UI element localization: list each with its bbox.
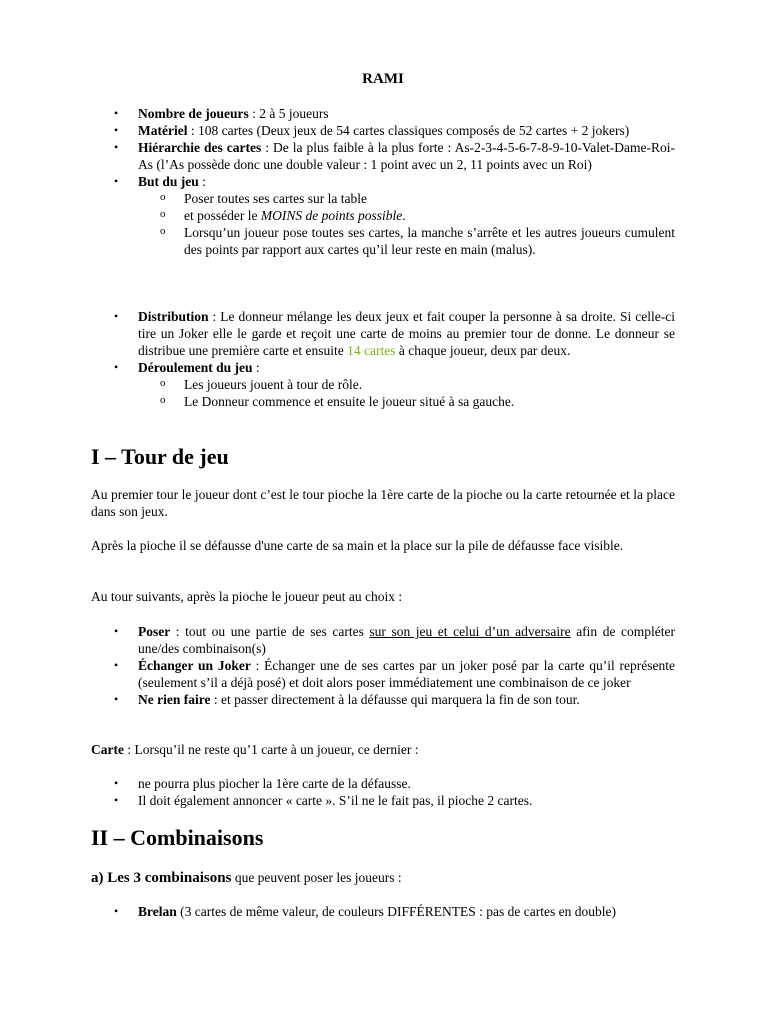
poser-underline: sur son jeu et celui d’un adversaire (369, 624, 571, 639)
deroulement-sublist (138, 376, 675, 410)
section-heading-combinaisons: II – Combinaisons (91, 825, 264, 850)
hierarchie-label: Hiérarchie des cartes (138, 140, 262, 155)
joueurs-label: Nombre de joueurs (138, 106, 249, 121)
deroulement-item-1: o Les joueurs jouent à tour de rôle. (138, 376, 675, 393)
but-sublist (138, 190, 675, 258)
choix-list (91, 623, 675, 708)
but-item-2 (138, 207, 675, 224)
poser-text-1: : tout ou une partie de ses cartes (170, 624, 370, 639)
paragraph-tour-suivants: Au tour suivants, après la pioche le joueur peut au choix : (91, 589, 403, 604)
paragraph-3-combinaisons (91, 869, 675, 887)
but-text: : (198, 174, 206, 189)
paragraph-premier-tour: Au premier tour le joueur dont c’est le tour pioche la 1ère carte de la pioche ou la carte retournée et la place dans son jeux. (91, 487, 675, 519)
but-item-2-end: . (402, 208, 406, 223)
carte-label: Carte (91, 742, 124, 757)
but-item-2-start: et posséder le (184, 208, 261, 223)
deroulement-text: : (252, 360, 260, 375)
list-item-ne-rien-faire (91, 691, 675, 708)
materiel-label: Matériel (138, 123, 188, 138)
but-item-3: o Lorsqu’un joueur pose toutes ses cartes, la manche s’arrête et les autres joueurs cumulent des points par rapport aux cartes qu’il leur reste en main (malus). (138, 224, 675, 258)
section-heading-tour-de-jeu: I – Tour de jeu (91, 444, 229, 469)
combinaisons-list (91, 903, 675, 920)
joker-label: Échanger un Joker (138, 658, 251, 673)
document-title: RAMI (362, 71, 404, 87)
distribution-highlight: 14 cartes (347, 343, 396, 358)
rien-label: Ne rien faire (138, 692, 211, 707)
list-item-materiel (91, 122, 675, 139)
list-item-hierarchie (91, 139, 675, 173)
hierarchie-text: : De la plus faible à la plus forte : As-2-3-4-5-6-7-8-9-10-Valet-Dame-Roi-As (l’As possède donc une double valeur : 1 point avec un 2, 11 points avec un Roi) (138, 140, 675, 172)
joker-text: : Échanger une de ses cartes par un joker posé par la carte qu’il représente (seulement s’il a déjà posé) et doit alors poser immédiatement une combinaison de ce joker (138, 658, 675, 690)
brelan-label: Brelan (138, 904, 177, 919)
list-item-deroulement (91, 359, 675, 410)
list-item-brelan (91, 903, 675, 920)
poser-label: Poser (138, 624, 171, 639)
deroulement-item-2: o Le Donneur commence et ensuite le joueur situé à sa gauche. (138, 393, 675, 410)
deroulement-label: Déroulement du jeu (138, 360, 253, 375)
carte-list (91, 775, 675, 809)
poser-text-2: afin de compléter une/des combinaison(s) (138, 624, 675, 656)
brelan-text: (3 cartes de même valeur, de couleurs DIFFÉRENTES : pas de cartes en double) (176, 904, 616, 919)
joueurs-text: : 2 à 5 joueurs (248, 106, 329, 121)
intro-list (91, 105, 675, 258)
list-item-distribution (91, 308, 675, 359)
but-item-1: o Poser toutes ses cartes sur la table (138, 190, 675, 207)
but-item-2-emphasis: MOINS de points possible (260, 208, 403, 223)
distribution-text-2: à chaque joueur, deux par deux. (395, 343, 571, 358)
combinaisons-text: que peuvent poser les joueurs : (231, 870, 402, 885)
combinaisons-subheading: a) Les 3 combinaisons (91, 870, 232, 886)
list-item-but (91, 173, 675, 258)
carte-text: : Lorsqu’il ne reste qu’1 carte à un joueur, ce dernier : (123, 742, 419, 757)
carte-item-2: • Il doit également annoncer « carte ». S’il ne le fait pas, il pioche 2 cartes. (91, 792, 675, 809)
paragraph-carte (91, 741, 675, 758)
carte-item-1: • ne pourra plus piocher la 1ère carte de la défausse. (91, 775, 675, 792)
intro-list-2 (91, 308, 675, 410)
list-item-poser (91, 623, 675, 657)
but-label: But du jeu (138, 174, 199, 189)
distribution-label: Distribution (138, 309, 209, 324)
paragraph-apres-pioche: Après la pioche il se défausse d'une carte de sa main et la place sur la pile de défausse face visible. (91, 538, 624, 553)
list-item-joueurs (91, 105, 675, 122)
list-item-echanger-joker (91, 657, 675, 691)
distribution-text-1: : Le donneur mélange les deux jeux et fait couper la personne à sa droite. Si celle-ci tire un Joker elle le garde et reçoit une carte de moins au premier tour de donne. Le donneur se distribue une première carte et ensuite (138, 309, 675, 358)
materiel-text: : 108 cartes (Deux jeux de 54 cartes classiques composés de 52 cartes + 2 jokers) (187, 123, 630, 138)
rien-text: : et passer directement à la défausse qui marquera la fin de son tour. (210, 692, 580, 707)
